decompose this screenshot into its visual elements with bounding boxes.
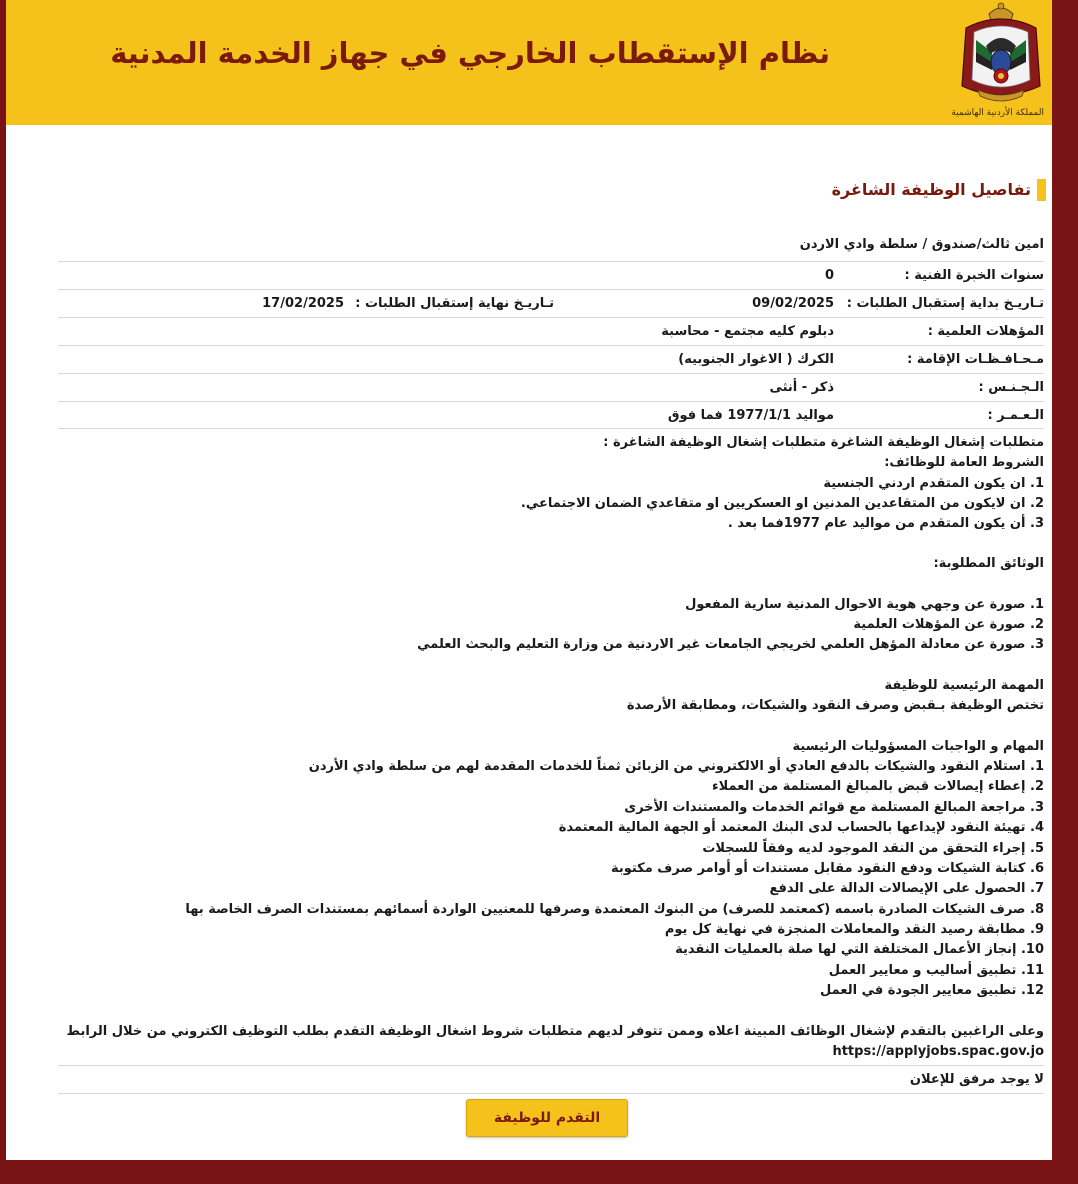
duty-item: 7. الحصول على الإيصالات الدالة على الدفع [769, 881, 1044, 896]
experience-value: 0 [824, 268, 834, 283]
duty-item: 6. كتابة الشيكات ودفع النقود مقابل مستندات أو أوامر صرف مكتوبة [610, 861, 1044, 876]
site-title: نظام الإستقطاب الخارجي في جهاز الخدمة المدنية [110, 36, 830, 70]
age-value: مواليد 1977/1/1 فما فوق [667, 408, 834, 423]
apply-link[interactable]: https://applyjobs.spac.gov.jo [832, 1044, 1044, 1059]
duty-item: 2. إعطاء إيصالات قبض بالمبالغ المستلمة من العملاء [712, 779, 1044, 794]
general-conditions-heading: الشروط العامة للوظائف: [884, 455, 1044, 470]
main-task-heading: المهمة الرئيسية للوظيفة [884, 678, 1044, 693]
age-row [58, 401, 1044, 430]
apply-note: وعلى الراغبين بالتقدم لإشغال الوظائف المبينة اعلاه وممن تتوفر لديهم متطلبات شروط اشغال الوظيفة التقدم بطلب التوظيف الكتروني من خلال الرابط [66, 1024, 1044, 1039]
gender-label: الـجـنـس : [978, 380, 1044, 395]
no-attachment-text: لا يوجد مرفق للإعلان [909, 1072, 1044, 1087]
application-dates-row [58, 289, 1044, 318]
start-date-label: تـاريـخ بداية إستقبال الطلبات : [846, 296, 1044, 311]
qualification-row [58, 317, 1044, 346]
general-condition-item: 3. أن يكون المتقدم من مواليد عام 1977فما بعد . [727, 516, 1044, 531]
duty-item: 12. تطبيق معايير الجودة في العمل [820, 983, 1044, 998]
main-task-text: تختص الوظيفة بـقبض وصرف النقود والشيكات، ومطابقة الأرصدة [626, 698, 1044, 713]
gender-row [58, 373, 1044, 402]
document-item: 1. صورة عن وجهي هوية الاحوال المدنية سارية المفعول [685, 597, 1044, 612]
document-item: 3. صورة عن معادلة المؤهل العلمي لخريجي الجامعات غير الاردنية من وزارة التعليم والبحث العلمي [417, 637, 1044, 652]
end-date-label: تـاريـخ نهاية إستقبال الطلبات : [355, 296, 554, 311]
residence-row [58, 345, 1044, 374]
page-frame [6, 0, 1052, 1160]
document-item: 2. صورة عن المؤهلات العلمية [853, 617, 1044, 632]
duty-item: 10. إنجاز الأعمال المختلفة التي لها صلة بالعمليات النقدية [675, 942, 1044, 957]
documents-heading: الوثائق المطلوبة: [933, 556, 1044, 571]
emblem-caption: المملكة الأردنية الهاشمية [951, 108, 1044, 118]
experience-label: سنوات الخبرة الفنية : [904, 268, 1044, 283]
age-label: الـعـمـر : [987, 408, 1044, 423]
site-header [6, 0, 1052, 125]
gender-value: ذكر - أنثى [769, 380, 834, 395]
apply-button[interactable]: التقدم للوظيفة [466, 1099, 628, 1137]
divider [58, 1065, 1044, 1066]
divider [58, 1093, 1044, 1094]
duty-item: 5. إجراء التحقق من النقد الموجود لديه وفقاً للسجلات [702, 841, 1044, 856]
experience-row [58, 261, 1044, 290]
general-condition-item: 1. ان يكون المتقدم اردني الجنسية [823, 476, 1044, 491]
section-title: تفاصيل الوظيفة الشاغرة [832, 179, 1046, 201]
requirements-intro: متطلبات إشغال الوظيفة الشاغرة متطلبات إشغال الوظيفة الشاغرة : [603, 435, 1044, 450]
job-title: امين ثالث/صندوق / سلطة وادي الاردن [799, 237, 1044, 252]
jordan-coat-of-arms-icon [956, 0, 1046, 110]
residence-value: الكرك ( الاغوار الجنوبيه) [678, 352, 834, 367]
general-condition-item: 2. ان لايكون من المتقاعدين المدنين او العسكريين او متقاعدي الضمان الاجتماعي. [520, 496, 1044, 511]
start-date-value: 09/02/2025 [752, 296, 834, 311]
duty-item: 3. مراجعة المبالغ المستلمة مع قوائم الخدمات والمستندات الأخرى [624, 800, 1044, 815]
divider [58, 428, 1044, 429]
qualification-label: المؤهلات العلمية : [927, 324, 1044, 339]
duty-item: 1. استلام النقود والشيكات بالدفع العادي أو الالكتروني من الزبائن ثمناً للخدمات المقدمة لهم من سلطة وادي الأردن [308, 759, 1044, 774]
end-date-value: 17/02/2025 [262, 296, 344, 311]
duties-heading: المهام و الواجبات المسؤوليات الرئيسية [792, 739, 1044, 754]
duty-item: 11. تطبيق أساليب و معايير العمل [828, 963, 1044, 978]
duty-item: 8. صرف الشيكات الصادرة باسمه (كمعتمد للصرف) من البنوك المعتمدة وصرفها للمعنيين الواردة أسمائهم بمستندات الصرف الخاصة بها [185, 902, 1044, 917]
residence-label: مـحـافـظـات الإقامة : [907, 352, 1044, 367]
duty-item: 4. تهيئة النقود لإيداعها بالحساب لدى البنك المعتمد أو الجهة المالية المعتمدة [558, 820, 1044, 835]
duty-item: 9. مطابقة رصيد النقد والمعاملات المنجزة في نهاية كل يوم [664, 922, 1044, 937]
qualification-value: دبلوم كليه مجتمع - محاسبة [661, 324, 834, 339]
